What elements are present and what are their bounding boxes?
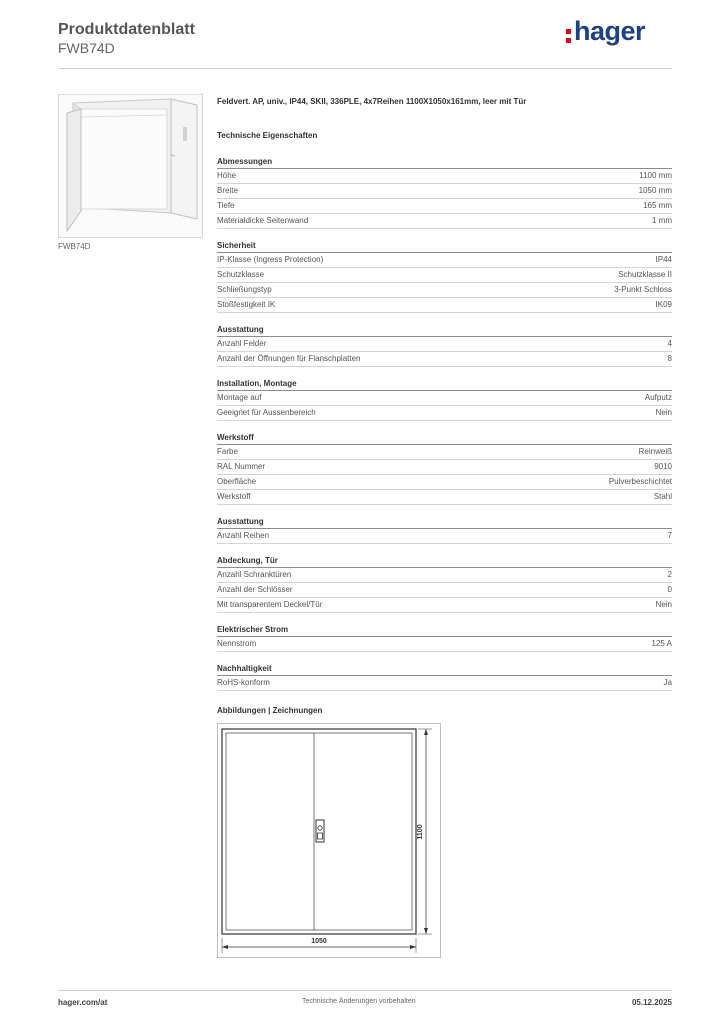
spec-value: 0 — [667, 585, 672, 594]
spec-label: Breite — [217, 186, 238, 195]
spec-row — [217, 529, 672, 544]
spec-section — [217, 324, 672, 367]
header-divider — [58, 68, 672, 69]
page-title: Produktdatenblatt — [58, 21, 195, 38]
spec-section — [217, 624, 672, 652]
spec-value: 2 — [667, 570, 672, 579]
spec-label: Mit transparentem Deckel/Tür — [217, 600, 323, 609]
spec-row — [217, 337, 672, 352]
spec-label: Nennstrom — [217, 639, 257, 648]
spec-row — [217, 391, 672, 406]
spec-row — [217, 283, 672, 298]
spec-label: Anzahl Schranktüren — [217, 570, 292, 579]
spec-value: Stahl — [653, 492, 672, 501]
spec-value: Schutzklasse II — [618, 270, 672, 279]
brand-logo — [566, 16, 645, 47]
spec-row — [217, 406, 672, 421]
spec-label: Anzahl Reihen — [217, 531, 270, 540]
spec-value: Ja — [663, 678, 672, 687]
footer-website[interactable]: hager.com/at — [58, 998, 108, 1007]
height-dimension-label: 1100 — [417, 824, 424, 840]
spec-label: Materialdicke Seitenwand — [217, 216, 309, 225]
spec-section — [217, 516, 672, 544]
product-description: Feldvert. AP, univ., IP44, SKII, 336PLE, 4x7Reihen 1100X1050x161mm, leer mit Tür — [217, 97, 527, 106]
spec-value: IP44 — [655, 255, 672, 264]
drawings-heading: Abbildungen | Zeichnungen — [217, 706, 323, 715]
spec-row — [217, 637, 672, 652]
spec-table — [217, 156, 672, 702]
spec-row — [217, 184, 672, 199]
spec-label: Werkstoff — [217, 492, 251, 501]
footer-notice: Technische Änderungen vorbehalten — [302, 998, 416, 1005]
spec-section-title: Installation, Montage — [217, 378, 672, 391]
spec-section — [217, 156, 672, 229]
spec-section — [217, 663, 672, 691]
spec-value: 165 mm — [643, 201, 672, 210]
spec-section-title: Nachhaltigkeit — [217, 663, 672, 676]
spec-label: Anzahl der Schlösser — [217, 585, 293, 594]
spec-value: Nein — [655, 600, 672, 609]
spec-value: 125 A — [651, 639, 672, 648]
spec-label: Farbe — [217, 447, 238, 456]
product-code: FWB74D — [58, 40, 115, 56]
spec-value: Nein — [655, 408, 672, 417]
spec-section — [217, 555, 672, 613]
spec-row — [217, 475, 672, 490]
spec-section-title: Elektrischer Strom — [217, 624, 672, 637]
spec-row — [217, 490, 672, 505]
spec-row — [217, 352, 672, 367]
spec-section-title: Ausstattung — [217, 516, 672, 529]
spec-label: Schließungstyp — [217, 285, 272, 294]
spec-label: Anzahl Felder — [217, 339, 267, 348]
spec-row — [217, 169, 672, 184]
spec-value: 1100 mm — [639, 171, 672, 180]
spec-value: 4 — [667, 339, 672, 348]
spec-section-title: Werkstoff — [217, 432, 672, 445]
spec-row — [217, 676, 672, 691]
spec-section — [217, 378, 672, 421]
brand-name: hager — [574, 16, 646, 46]
spec-section-title: Sicherheit — [217, 240, 672, 253]
spec-label: Tiefe — [217, 201, 235, 210]
spec-value: Pulverbeschichtet — [608, 477, 672, 486]
spec-row — [217, 598, 672, 613]
spec-row — [217, 253, 672, 268]
spec-row — [217, 583, 672, 598]
footer-divider — [58, 990, 672, 991]
spec-label: RAL Nummer — [217, 462, 266, 471]
spec-row — [217, 214, 672, 229]
spec-value: 3-Punkt Schloss — [614, 285, 672, 294]
spec-label: Oberfläche — [217, 477, 257, 486]
product-image — [58, 94, 203, 238]
spec-section — [217, 240, 672, 313]
spec-value: Aufputz — [644, 393, 672, 402]
cabinet-drawing-icon — [218, 724, 440, 957]
technical-drawing — [217, 723, 441, 958]
spec-label: RoHS-konform — [217, 678, 270, 687]
spec-label: Schutzklasse — [217, 270, 265, 279]
tech-properties-heading: Technische Eigenschaften — [217, 131, 318, 140]
spec-value: 1050 mm — [638, 186, 672, 195]
spec-value: 9010 — [654, 462, 672, 471]
spec-row — [217, 199, 672, 214]
spec-row — [217, 268, 672, 283]
spec-section-title: Ausstattung — [217, 324, 672, 337]
spec-value: IK09 — [655, 300, 672, 309]
spec-value: 8 — [667, 354, 672, 363]
spec-row — [217, 568, 672, 583]
spec-label: Montage auf — [217, 393, 262, 402]
spec-value: 7 — [667, 531, 672, 540]
spec-label: Geeignet für Aussenbereich — [217, 408, 316, 417]
spec-label: Stoßfestigkeit IK — [217, 300, 276, 309]
enclosure-photo-icon — [59, 95, 202, 237]
spec-value: 1 mm — [652, 216, 672, 225]
spec-label: Anzahl der Öffnungen für Flanschplatten — [217, 354, 361, 363]
spec-value: Reinweiß — [638, 447, 672, 456]
spec-section-title: Abmessungen — [217, 156, 672, 169]
width-dimension-label: 1050 — [311, 938, 327, 945]
spec-label: IP-Klasse (Ingress Protection) — [217, 255, 324, 264]
spec-row — [217, 298, 672, 313]
image-caption: FWB74D — [58, 242, 91, 251]
spec-label: Höhe — [217, 171, 237, 180]
spec-row — [217, 460, 672, 475]
footer-date: 05.12.2025 — [631, 998, 672, 1007]
spec-section — [217, 432, 672, 505]
spec-row — [217, 445, 672, 460]
spec-section-title: Abdeckung, Tür — [217, 555, 672, 568]
